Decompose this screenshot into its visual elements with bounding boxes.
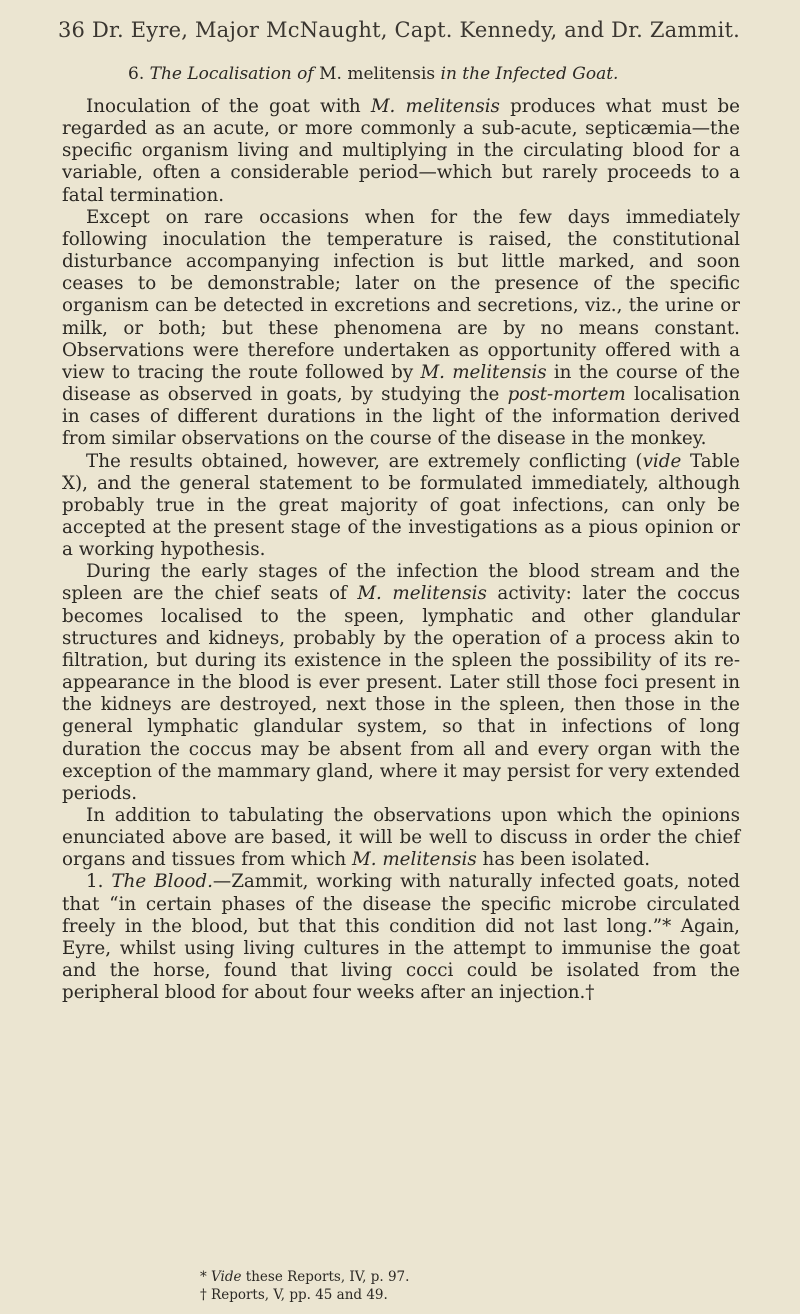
section-title-part: M.	[319, 64, 342, 84]
page-number: 36	[58, 18, 86, 42]
section-title-part: melitensis	[347, 64, 436, 84]
footnote: † Reports, V, pp. 45 and 49.	[200, 1287, 388, 1303]
section-number: 6.	[128, 64, 145, 84]
paragraph: Inoculation of the goat with M. melitensis produces what must be regarded as an acute, or more commonly a sub-acute, septicæmia—the specific organism living and multiplying in the circulating blood for a variable, often a considerable period—which but rarely proceeds to a fatal termination.	[62, 96, 740, 206]
footnote: * Vide these Reports, IV, p. 97.	[200, 1269, 410, 1285]
paragraph: In addition to tabulating the observations upon which the opinions enunciated above are based, it will be well to discuss in order the chief organs and tissues from which M. melitensis has been isolated.	[62, 805, 740, 871]
running-head-authors: Dr. Eyre, Major McNaught, Capt. Kennedy, and Dr. Zammit.	[92, 18, 741, 42]
footnote-marker: *	[200, 1269, 207, 1285]
paragraph: 1. The Blood.—Zammit, working with naturally infected goats, noted that “in certain phases of the disease the specific microbe circulated freely in the blood, but that this condition did not last long.”* Again, Eyre, whilst using living cultures in the attempt to immunise the goat and the horse, found that living cocci could be isolated from the peripheral blood for about four weeks after an injection.†	[62, 871, 740, 1004]
footnote-marker: †	[200, 1287, 207, 1303]
paragraph: The results obtained, however, are extremely conflicting (vide Table X), and the general statement to be formulated immediately, although probably true in the great majority of goat infections, can only be accepted at the present stage of the investigations as a pious opinion or a working hypothesis.	[62, 450, 740, 561]
paragraph: Except on rare occasions when for the few days immediately following inoculation the temperature is raised, the constitutional disturbance accompanying infection is but little marked, and soon ceases to be demonstrable; later on the presence of the specific organism can be detected in excretions and secretions, viz., the urine or milk, or both; but these phenomena are by no means constant. Observations were therefore undertaken as opportunity offered with a view to tracing the route followed by M. melitensis in the course of the disease as observed in goats, by studying the post-mortem localisation in cases of different durations in the light of the information derived from similar observations on the course of the disease in the monkey.	[62, 206, 740, 450]
body-text	[62, 96, 740, 1004]
section-title	[128, 64, 618, 84]
paragraph: During the early stages of the infection the blood stream and the spleen are the chief seats of M. melitensis activity: later the coccus becomes localised to the speen, lymphatic and other glandular structures and kidneys, probably by the operation of a process akin to filtration, but during its existence in the spleen the possibility of its re-appearance in the blood is ever present. Later still those foci present in the kidneys are destroyed, next those in the spleen, then those in the general lymphatic glandular system, so that in infections of long duration the coccus may be absent from all and every organ with the exception of the mammary gland, where it may persist for very extended periods.	[62, 561, 740, 804]
section-title-part: in the Infected Goat.	[440, 64, 619, 84]
section-title-part: of	[297, 64, 314, 84]
footnotes	[200, 1268, 409, 1304]
running-head	[58, 18, 740, 42]
section-title-part: The Localisation	[149, 64, 292, 84]
